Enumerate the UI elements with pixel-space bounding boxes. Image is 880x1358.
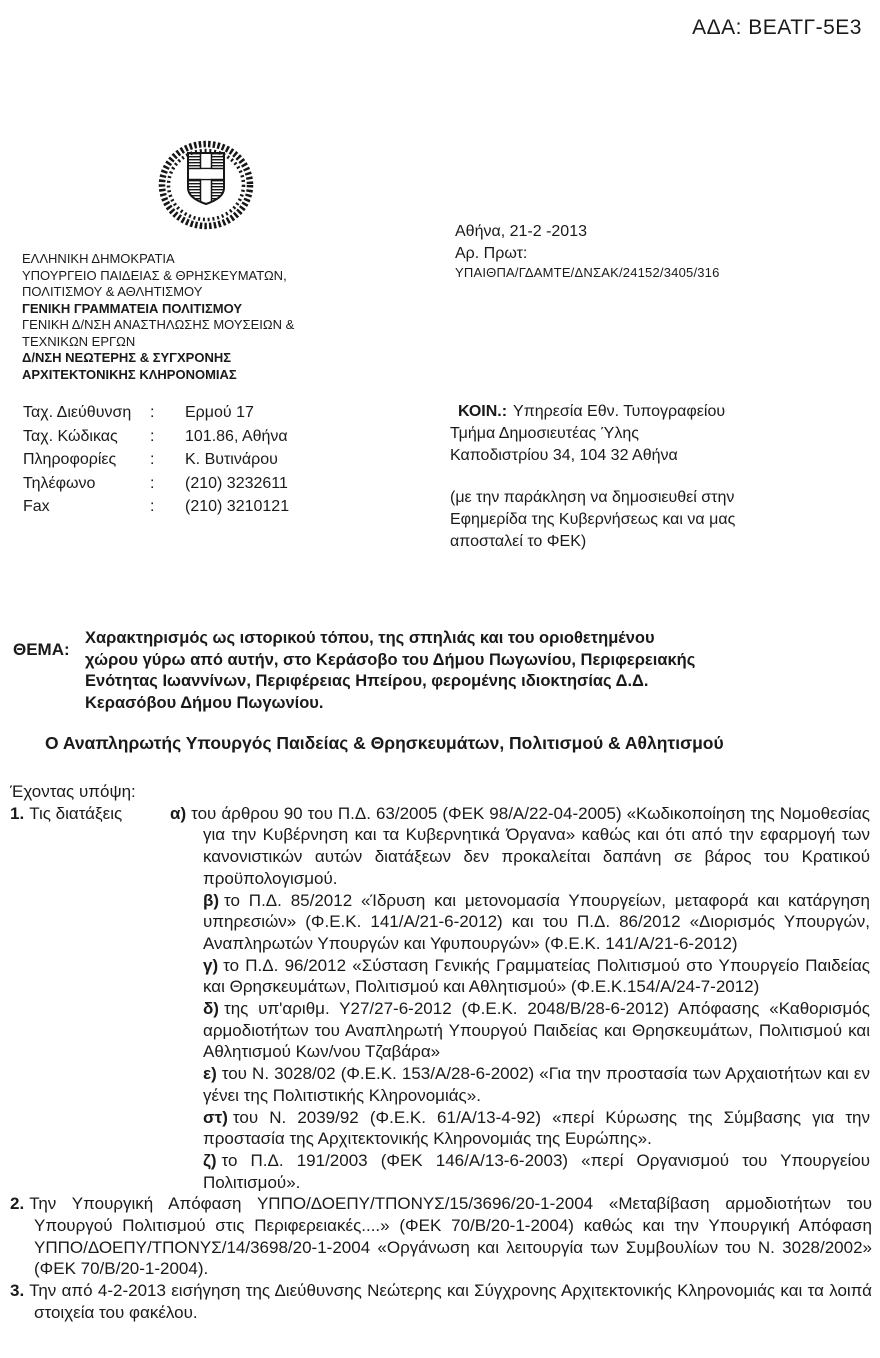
contact-colon: :: [150, 427, 155, 445]
subitem-marker: ζ): [203, 1150, 217, 1170]
contact-info-block: [23, 401, 289, 519]
subitem-marker: δ): [203, 999, 219, 1019]
item-1-label: [10, 803, 203, 1194]
considerations-intro: Έχοντας υπόψη:: [10, 782, 136, 801]
contact-value: Ερμού 17: [185, 404, 254, 421]
contact-label: Πληροφορίες: [23, 451, 117, 468]
subitem-e: [203, 1063, 870, 1106]
subitem-text: το Π.Δ. 85/2012 «Ίδρυση και μετονομασία Υπουργείων, μεταφορά και κατάργηση υπηρεσιών» (Φ.Ε.Κ. 141/Α/21-6-2012) και του Π.Δ. 86/2012 «Διορισμός Υπουργών, Αναπληρωτών Υπουργών και Υφυπουργών» (Φ.Ε.Κ. 141/Α/21-6-2012): [203, 890, 870, 953]
consideration-item-1: [10, 803, 872, 1194]
contact-row: [23, 472, 289, 496]
contact-row: [23, 448, 289, 472]
note-line: (με την παράκληση να δημοσιευθεί στην: [450, 489, 735, 506]
subject-label: ΘΕΜΑ:: [13, 640, 70, 659]
item-label-text: Τις διατάξεις: [29, 803, 123, 823]
contact-colon: :: [150, 451, 155, 468]
contact-value: (210) 3232611: [185, 474, 288, 492]
subitem-text: του άρθρου 90 του Π.Δ. 63/2005 (ΦΕΚ 98/Α/22-04-2005) «Κωδικοποίηση της Νομοθεσίας για την Κυβέρνηση και τα Κυβερνητικά Όργανα» καθώς και ότι από την εφαρμογή των κανονιστικών αυτών διατάξεων δεν προκαλείται δαπάνη σε βάρος του Κρατικού προϋπολογισμού.: [191, 803, 870, 888]
subitem-marker: στ): [203, 1107, 228, 1127]
subitem-b: [203, 890, 870, 955]
koin-line: [450, 401, 735, 423]
contact-value: 101.86, Αθήνα: [185, 427, 288, 445]
consideration-item-3: [10, 1280, 872, 1323]
item-text: Την Υπουργική Απόφαση ΥΠΠΟ/ΔΟΕΠΥ/ΤΠΟΝΥΣ/15/3696/20-1-2004 «Μεταβίβαση αρμοδιοτήτων του Υπουργού Πολιτισμού στις Περιφερειακές....» (ΦΕΚ 70/Β/20-1-2004) καθώς και την Υπουργική Απόφαση ΥΠΠΟ/ΔΟΕΠΥ/ΤΠΟΝΥΣ/14/3698/20-1-2004 «Οργάνωση και λειτουργία των Συμβουλίων του Ν. 3028/2002» (ΦΕΚ 70/Β/20-1-2004).: [29, 1194, 872, 1279]
subject-line: Ενότητας Ιωαννίνων, Περιφέρειας Ηπείρου, φερομένης ιδιοκτησίας Δ.Δ.: [85, 672, 649, 691]
subitem-text: της υπ'αριθμ. Υ27/27-6-2012 (Φ.Ε.Κ. 2048/Β/28-6-2012) Απόφασης «Καθορισμός αρμοδιοτήτων του Αναπληρωτή Υπουργού Παιδείας και Θρησκευμάτων, Πολιτισμού και Αθλητισμού Κων/νου Τζαβάρα»: [203, 999, 870, 1062]
subitem-text: το Π.Δ. 96/2012 «Σύσταση Γενικής Γραμματείας Πολιτισμού στο Υπουργείο Παιδείας και Θρησκευμάτων, Πολιτισμού και Αθλητισμού» (Φ.Ε.Κ.154/Α/24-7-2012): [203, 955, 870, 997]
publication-note: [450, 487, 735, 553]
subject-line: Χαρακτηρισμός ως ιστορικού τόπου, της σπηλιάς και του οριοθετημένου: [85, 629, 655, 647]
subitem-c: [203, 955, 870, 998]
subitem-marker: β): [203, 890, 220, 910]
koin-recipient: Υπηρεσία Εθν. Τυπογραφείου: [513, 403, 726, 420]
agency-line: ΑΡΧΙΤΕΚΤΟΝΙΚΗΣ ΚΛΗΡΟΝΟΜΙΑΣ: [22, 366, 237, 382]
agency-line: ΕΛΛΗΝΙΚΗ ΔΗΜΟΚΡΑΤΙΑ: [22, 251, 175, 266]
agency-line: ΤΕΧΝΙΚΩΝ ΕΡΓΩΝ: [22, 333, 136, 349]
contact-colon: :: [150, 498, 155, 515]
subitem-marker: α): [170, 803, 187, 823]
note-line: Εφημερίδα της Κυβερνήσεως και να μας: [450, 511, 736, 528]
signatory-title: Ο Αναπληρωτής Υπουργός Παιδείας & Θρησκευμάτων, Πολιτισμού & Αθλητισμού: [45, 733, 724, 753]
greek-coat-of-arms-icon: [158, 140, 254, 232]
subitem-z: [203, 1150, 870, 1193]
item-number: 2.: [10, 1194, 25, 1214]
note-line: αποσταλεί το ΦΕΚ): [450, 533, 587, 550]
subitem-marker: ε): [203, 1064, 217, 1084]
agency-line: ΥΠΟΥΡΓΕΙΟ ΠΑΙΔΕΙΑΣ & ΘΡΗΣΚΕΥΜΑΤΩΝ,: [22, 267, 287, 283]
consideration-item-2: [10, 1193, 872, 1280]
subitem-text: το Π.Δ. 191/2003 (ΦΕΚ 146/Α/13-6-2003) «περί Οργανισμού του Υπουργείου Πολιτισμού».: [203, 1150, 870, 1192]
contact-value: Κ. Βυτινάρου: [185, 451, 278, 468]
subitem-a: [170, 803, 870, 890]
contact-colon: :: [150, 474, 155, 492]
agency-line: ΓΕΝΙΚΗ Δ/ΝΣΗ ΑΝΑΣΤΗΛΩΣΗΣ ΜΟΥΣΕΙΩΝ &: [22, 317, 295, 332]
subject-text: [85, 628, 695, 715]
contact-label: Ταχ. Διεύθυνση: [23, 404, 132, 421]
contact-label: Fax: [23, 498, 50, 515]
subitem-text: του Ν. 2039/92 (Φ.Ε.Κ. 61/Α/13-4-92) «περί Κύρωσης της Σύμβασης για την προστασία της Αρχιτεκτονικής Κληρονομιάς της Ευρώπης».: [203, 1107, 870, 1149]
agency-line: ΓΕΝΙΚΗ ΓΡΑΜΜΑΤΕΙΑ ΠΟΛΙΤΙΣΜΟΥ: [22, 300, 243, 316]
ada-code: ΑΔΑ: ΒΕΑΤΓ-5Ε3: [692, 16, 862, 39]
koin-line: Τμήμα Δημοσιευτέας Ύλης: [450, 425, 639, 442]
contact-row: [23, 425, 289, 449]
item-text: Την από 4-2-2013 εισήγηση της Διεύθυνσης Νεώτερης και Σύγχρονης Αρχιτεκτονικής Κληρονομιάς και τα λοιπά στοιχεία του φακέλου.: [29, 1281, 872, 1322]
item-1-subitems: [170, 803, 870, 1194]
subject-line: χώρου γύρω από αυτήν, στο Κεράσοβο του Δήμου Πωγωνίου, Περιφερειακής: [85, 650, 696, 669]
contact-row: [23, 495, 289, 519]
contact-value: (210) 3210121: [185, 498, 290, 515]
agency-line: ΠΟΛΙΤΙΣΜΟΥ & ΑΘΛΗΤΙΣΜΟΥ: [22, 284, 203, 299]
subitem-marker: γ): [203, 955, 219, 975]
item-number: 1.: [10, 803, 25, 823]
subject-line: Κερασόβου Δήμου Πωγωνίου.: [85, 694, 324, 713]
protocol-label: Αρ. Πρωτ:: [455, 245, 528, 262]
contact-colon: :: [150, 404, 155, 421]
koin-label: ΚΟΙΝ.:: [458, 403, 508, 420]
agency-line: Δ/ΝΣΗ ΝΕΩΤΕΡΗΣ & ΣΥΓΧΡΟΝΗΣ: [22, 350, 232, 365]
protocol-number: ΥΠΑΙΘΠΑ/ΓΔΑΜΤΕ/ΔΝΣΑΚ/24152/3405/316: [455, 265, 720, 280]
date-protocol-block: [455, 220, 720, 282]
subitem-text: του Ν. 3028/02 (Φ.Ε.Κ. 153/Α/28-6-2002) «Για την προστασία των Αρχαιοτήτων και εν γένει της Πολιτιστικής Κληρονομιάς».: [203, 1064, 870, 1105]
contact-label: Τηλέφωνο: [23, 474, 96, 492]
issuing-authority-block: [22, 251, 294, 383]
considerations-body: [10, 781, 872, 1324]
item-number: 3.: [10, 1281, 25, 1301]
subitem-d: [203, 998, 870, 1063]
subitem-st: [203, 1107, 870, 1150]
contact-label: Ταχ. Κώδικας: [23, 427, 118, 445]
contact-row: [23, 401, 289, 425]
koin-line: Καποδιστρίου 34, 104 32 Αθήνα: [450, 447, 678, 464]
koin-recipients-block: [450, 401, 735, 553]
city-date: Αθήνα, 21-2 -2013: [455, 223, 587, 240]
